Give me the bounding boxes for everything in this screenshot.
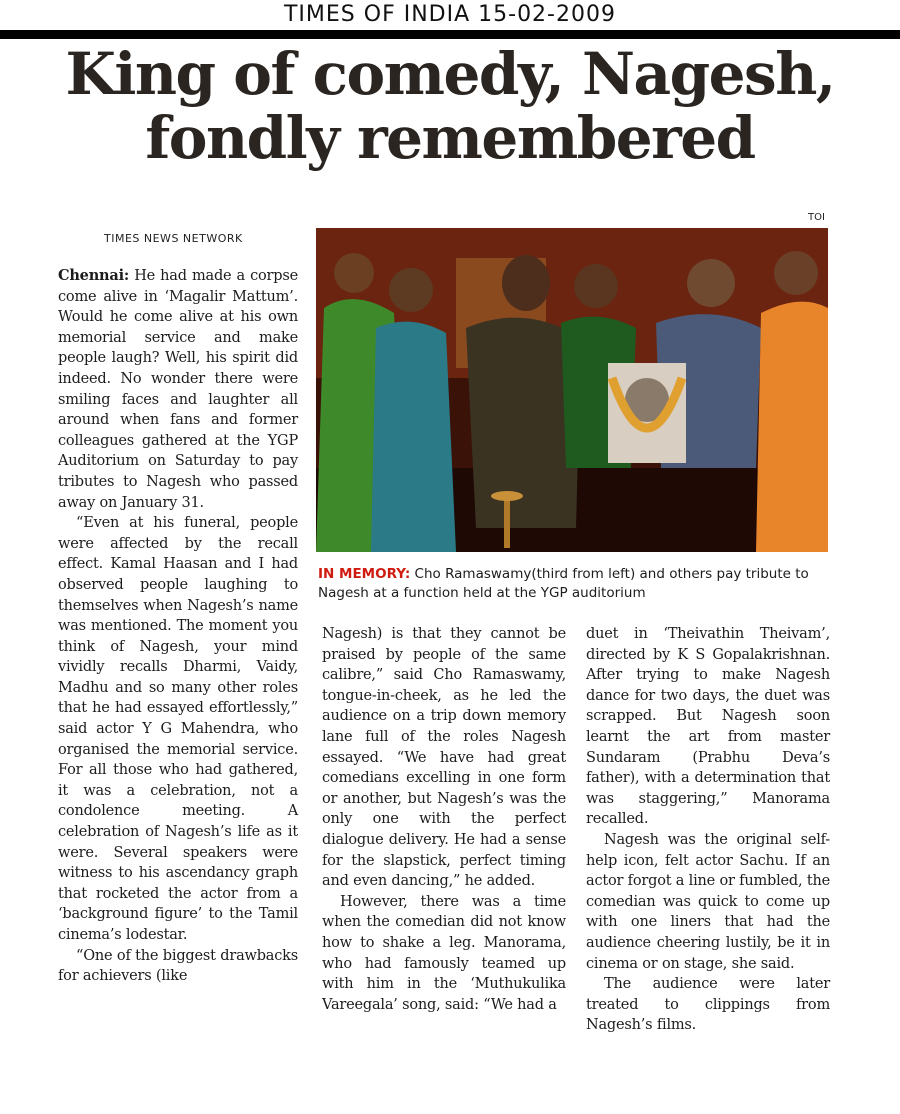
article-column-3 bbox=[586, 624, 830, 1036]
paragraph bbox=[58, 266, 298, 513]
paragraph: “One of the biggest drawbacks for achievers (like bbox=[58, 947, 298, 985]
article-column-2 bbox=[322, 624, 566, 1015]
paragraph: Nagesh was the original self-help icon, felt actor Sachu. If an actor forgot a line or fumbled, the comedian was quick to come up with one liners that had the audience cheering lustily, be it in cinema or on stage, she said. bbox=[586, 831, 830, 972]
paragraph: duet in ‘Theivathin Theivam’, directed by K S Gopalakrishnan. After trying to make Nagesh dance for two days, the duet was scrapped. But Nagesh soon learnt the art from master Sundaram (Prabhu Deva’s father), with a determination that was staggering,” Manorama recalled. bbox=[586, 626, 830, 828]
person-5-head bbox=[687, 259, 735, 307]
person-4-head bbox=[574, 264, 618, 308]
person-2-body bbox=[371, 322, 456, 552]
person-1-head bbox=[334, 253, 374, 293]
news-photo bbox=[316, 228, 828, 552]
masthead-rule bbox=[0, 30, 900, 39]
caption-text: Cho Ramaswamy(third from left) and others pay tribute to Nagesh at a function held at the YGP auditorium bbox=[318, 566, 809, 601]
masthead: TIMES OF INDIA 15-02-2009 bbox=[283, 2, 616, 27]
photo-credit: TOI bbox=[808, 212, 825, 223]
byline: TIMES NEWS NETWORK bbox=[104, 232, 243, 245]
headline-line-1: King of comedy, Nagesh, bbox=[65, 40, 835, 108]
photo-illustration bbox=[316, 228, 828, 552]
headline bbox=[20, 42, 880, 170]
person-2-head bbox=[389, 268, 433, 312]
headline-line-2: fondly remembered bbox=[145, 104, 755, 172]
person-6-head bbox=[774, 251, 818, 295]
lamp-top bbox=[491, 491, 523, 501]
caption-lead: IN MEMORY: bbox=[318, 566, 411, 582]
photo-caption bbox=[318, 565, 838, 603]
dateline: Chennai: bbox=[58, 267, 130, 284]
lamp-stand bbox=[504, 498, 510, 548]
paragraph: The audience were later treated to clippings from Nagesh’s films. bbox=[586, 976, 830, 1034]
person-6-body bbox=[756, 302, 828, 552]
paragraph: Nagesh) is that they cannot be praised by people of the same calibre,” said Cho Ramaswamy, tongue-in-cheek, as he led the audience on a trip down memory lane full of the roles Nagesh essayed. “We have had great comedians excelling in one form or another, but Nagesh’s was the only one with the perfect dialogue delivery. He had a sense for the slapstick, perfect timing and even dancing,” he added. bbox=[322, 626, 566, 890]
person-3-head bbox=[502, 255, 550, 311]
paragraph: However, there was a time when the comedian did not know how to shake a leg. Manorama, who had famously teamed up with him in the ‘Muthukulika Vareegala’ song, said: “We had a bbox=[322, 893, 566, 1013]
paragraph: “Even at his funeral, people were affected by the recall effect. Kamal Haasan and I had observed people laughing to themselves when Nagesh’s name was mentioned. The moment you think of Nagesh, your mind vividly recalls Dharmi, Vaidy, Madhu and so many other roles that he had essayed effortlessly,” said actor Y G Mahendra, who organised the memorial service. For all those who had gathered, it was a celebration, not a condolence meeting. A celebration of Nagesh’s life as it were. Several speakers were witness to his ascendancy graph that rocketed the actor from a ‘background figure’ to the Tamil cinema’s lodestar. bbox=[58, 515, 298, 943]
article-column-1 bbox=[58, 266, 298, 987]
paragraph-text: He had made a corpse come alive in ‘Magalir Mattum’. Would he come alive at his own memorial service and make people laugh? Well, his spirit did indeed. No wonder there were smiling faces and laughter all around when fans and former colleagues gathered at the YGP Auditorium on Saturday to pay tributes to Nagesh who passed away on January 31. bbox=[58, 268, 298, 511]
